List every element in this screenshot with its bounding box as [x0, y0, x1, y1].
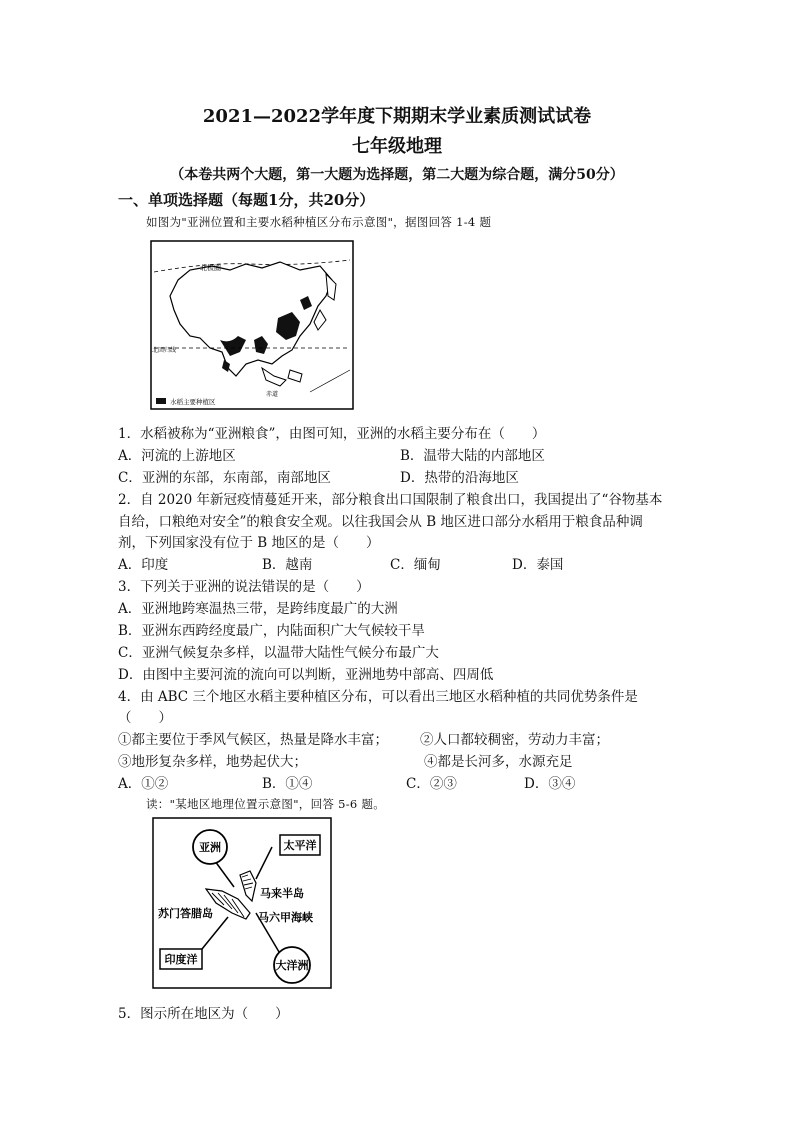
- q3-option-a: A．亚洲地跨寒温热三带，是跨纬度最广的大洲: [118, 601, 398, 617]
- q2-line3: 剂，下列国家没有位于 B 地区的是（ ）: [118, 535, 380, 551]
- q2-option-b: B．越南: [262, 557, 313, 573]
- asia-rice-map: [150, 240, 354, 410]
- q2-option-d: D．泰国: [512, 557, 564, 573]
- q3-stem: 3．下列关于亚洲的说法错误的是（ ）: [118, 579, 370, 595]
- q3-option-c: C．亚洲气候复杂多样，以温带大陆性气候分布最广大: [118, 645, 439, 661]
- label-malay-peninsula: 马来半岛: [260, 887, 304, 900]
- q4-statement-3: ③地形复杂多样，地势起伏大；: [118, 754, 307, 770]
- label-sumatra: 苏门答腊岛: [158, 907, 213, 920]
- q1-option-b: B．温带大陆的内部地区: [400, 448, 545, 464]
- q2-option-a: A．印度: [118, 557, 169, 573]
- map2-intro: 读："某地区地理位置示意图"，回答 5-6 题。: [146, 797, 386, 811]
- q1-stem: 1．水稻被称为“亚洲粮食”，由图可知，亚洲的水稻主要分布在（ ）: [118, 426, 546, 442]
- q1-option-a: A．河流的上游地区: [118, 448, 236, 464]
- malacca-location-diagram: [152, 817, 332, 989]
- q4-line1: 4．由 ABC 三个地区水稻主要种植区分布，可以看出三地区水稻种植的共同优势条件是: [118, 689, 638, 705]
- svg-text:赤道: 赤道: [266, 391, 279, 398]
- exam-note: （本卷共两个大题，第一大题为选择题，第二大题为综合题，满分50分）: [170, 167, 624, 183]
- q5-stem: 5．图示所在地区为（ ）: [118, 1006, 289, 1022]
- section-heading: 一、单项选择题（每题1分，共20分）: [118, 191, 375, 209]
- q1-option-c: C．亚洲的东部，东南部，南部地区: [118, 470, 331, 486]
- label-pacific: 太平洋: [283, 839, 317, 852]
- q2-line1: 2．自 2020 年新冠疫情蔓延开来，部分粮食出口国限制了粮食出口，我国提出了“谷物基本: [118, 492, 663, 508]
- q2-option-c: C．缅甸: [390, 557, 441, 573]
- label-malacca-strait: 马六甲海峡: [258, 911, 313, 924]
- q4-line2: （ ）: [118, 710, 172, 726]
- q3-option-d: D．由图中主要河流的流向可以判断，亚洲地势中部高、四周低: [118, 667, 494, 683]
- label-indian-ocean: 印度洋: [164, 953, 198, 966]
- exam-title: 2021—2022学年度下期期末学业素质测试试卷: [202, 106, 592, 127]
- map1-intro: 如图为"亚洲位置和主要水稻种植区分布示意图"，据图回答 1-4 题: [146, 215, 492, 229]
- q3-option-b: B．亚洲东西跨经度最广，内陆面积广大气候较干旱: [118, 623, 425, 639]
- q4-option-a: A．①②: [118, 776, 169, 792]
- q1-option-d: D．热带的沿海地区: [400, 470, 519, 486]
- svg-text:北回归线: 北回归线: [152, 347, 177, 354]
- label-oceania: 大洋洲: [275, 959, 309, 972]
- q4-statement-2: ②人口都较稠密，劳动力丰富；: [420, 732, 609, 748]
- q4-statement-1: ①都主要位于季风气候区，热量是降水丰富；: [118, 732, 388, 748]
- label-asia: 亚洲: [199, 841, 221, 854]
- q4-option-c: C．②③: [406, 776, 457, 792]
- map1-legend: 水稻主要种植区: [170, 398, 216, 406]
- q4-option-d: D．③④: [524, 776, 576, 792]
- q2-line2: 自给，口粮绝对安全”的粮食安全观。以往我国会从 B 地区进口部分水稻用于粮食品种调: [118, 514, 643, 530]
- q4-option-b: B．①④: [262, 776, 313, 792]
- exam-subtitle: 七年级地理: [352, 136, 442, 157]
- svg-text:北极圈: 北极圈: [200, 264, 221, 272]
- q4-statement-4: ④都是长河多，水源充足: [424, 754, 573, 770]
